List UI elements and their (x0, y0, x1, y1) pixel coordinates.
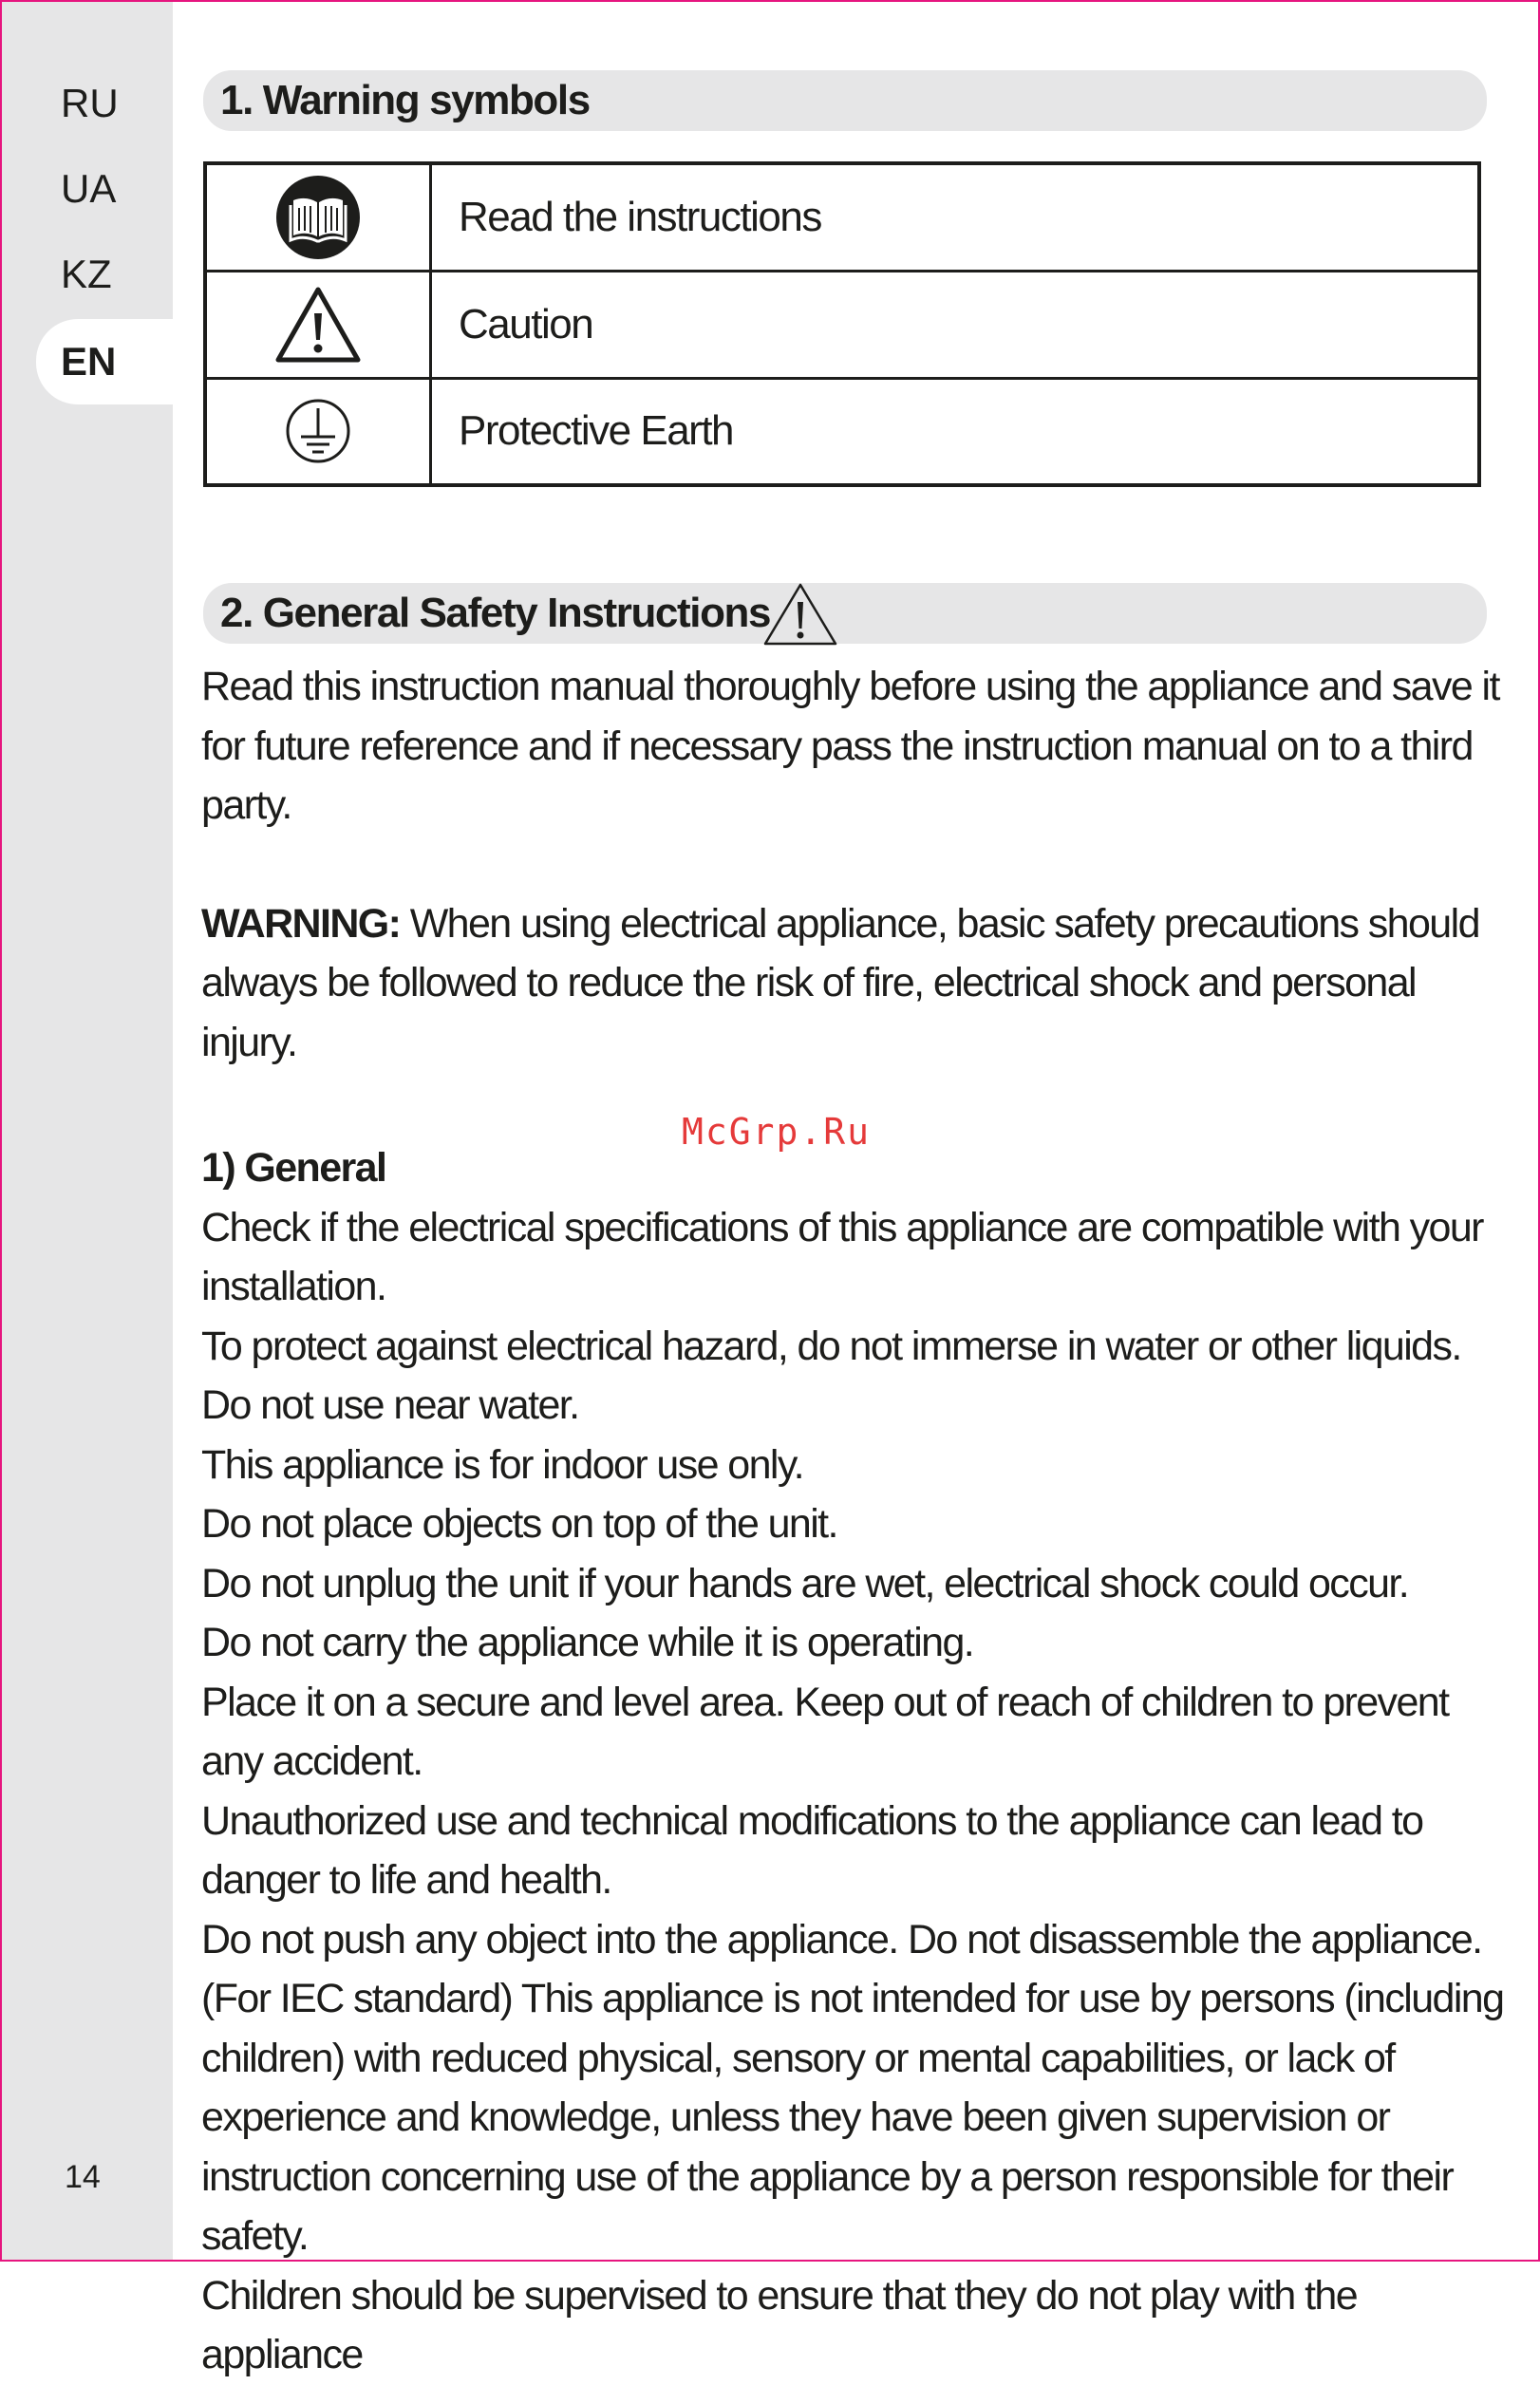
protective-earth-icon (207, 397, 429, 465)
caution-triangle-icon (207, 285, 429, 365)
symbol-cell (205, 378, 431, 485)
list-item: Unauthorized use and technical modifications to the appliance can lead to danger to life and health. (201, 1797, 1423, 1903)
list-item: This appliance is for indoor use only. (201, 1441, 803, 1488)
subsection-title-general: 1) General (201, 1145, 386, 1191)
symbol-cell (205, 271, 431, 378)
list-item: Do not push any object into the appliance. Do not disassemble the appliance. (201, 1916, 1482, 1962)
list-item: (For IEC standard) This appliance is not intended for use by persons (including children) with reduced physical, sensory or mental capabilities, or lack of experience and knowledge, unless they have been given supervision or instruction concerning use of the appliance by a person responsible for their safety. (201, 1976, 1504, 2259)
symbol-cell (205, 163, 431, 271)
intro-paragraph: Read this instruction manual thoroughly before using the appliance and save it for future reference and if necessary pass the instruction manual on to a third party. (201, 664, 1499, 828)
list-item: To protect against electrical hazard, do not immerse in water or other liquids. Do not use near water. (201, 1323, 1461, 1428)
lang-tab-en[interactable]: EN (36, 319, 173, 404)
language-sidebar (2, 2, 173, 2260)
list-item: Do not unplug the unit if your hands are wet, electrical shock could occur. (201, 1560, 1409, 1606)
section-title-general-safety: 2. General Safety Instructions (203, 583, 1487, 644)
lang-tab-ua[interactable]: UA (61, 166, 117, 211)
caution-triangle-icon (761, 581, 839, 652)
symbol-label: Protective Earth (431, 378, 1480, 485)
lang-tab-kz[interactable]: KZ (61, 252, 112, 296)
page-number: 14 (65, 2159, 101, 2195)
lang-tab-ru[interactable]: RU (61, 81, 119, 125)
warning-label: WARNING: (201, 900, 401, 947)
watermark: McGrp.Ru (682, 1111, 872, 1153)
safety-instructions-body (201, 657, 1512, 2385)
warning-paragraph (201, 894, 1512, 1073)
symbol-label: Read the instructions (431, 163, 1480, 271)
warning-symbols-table (203, 161, 1481, 487)
symbol-label: Caution (431, 271, 1480, 378)
table-row (205, 378, 1479, 485)
list-item: Check if the electrical specifications of this appliance are compatible with your installation. (201, 1204, 1483, 1309)
list-item: Do not place objects on top of the unit. (201, 1501, 837, 1547)
list-item: Place it on a secure and level area. Keep out of reach of children to prevent any accident. (201, 1679, 1449, 1784)
warning-text: When using electrical appliance, basic safety precautions should always be followed to reduce the risk of fire, electrical shock and personal injury. (201, 900, 1479, 1065)
list-item: Children should be supervised to ensure that they do not play with the appliance (201, 2272, 1358, 2377)
table-row (205, 163, 1479, 271)
section-title-warning-symbols: 1. Warning symbols (203, 70, 1487, 131)
read-instructions-book-icon (207, 174, 429, 261)
table-row (205, 271, 1479, 378)
list-item: Do not carry the appliance while it is operating. (201, 1620, 974, 1665)
